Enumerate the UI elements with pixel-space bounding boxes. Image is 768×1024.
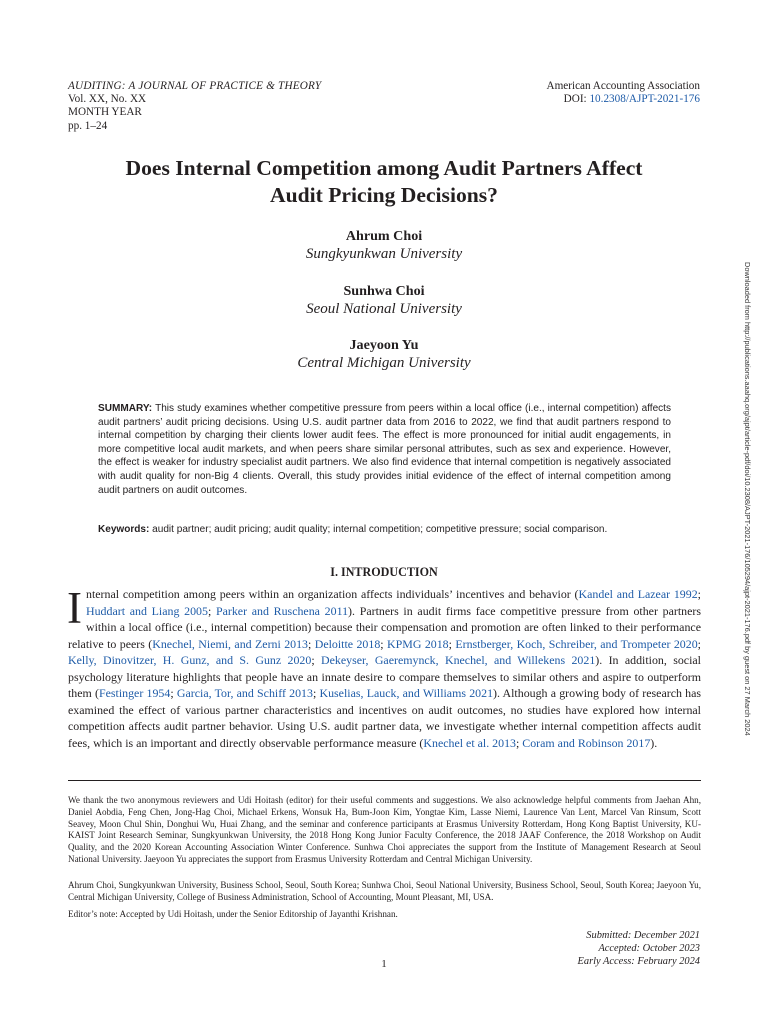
keywords-label: Keywords: [98, 524, 150, 535]
citation-link[interactable]: Kandel and Lazear 1992 [578, 587, 698, 601]
citation-link[interactable]: Kuselias, Lauck, and Williams 2021 [319, 686, 494, 700]
author-3 [60, 336, 708, 373]
citation-link[interactable]: Knechel et al. 2013 [423, 735, 516, 750]
citation-link[interactable]: Deloitte 2018 [314, 636, 381, 651]
page-number: 1 [381, 958, 387, 970]
citation-separator: ; [311, 653, 321, 667]
title-line-2: Audit Pricing Decisions? [270, 183, 498, 207]
citation-link[interactable]: Coram and Robinson 2017 [522, 735, 651, 750]
journal-name: AUDITING: A JOURNAL OF PRACTICE & THEORY [68, 80, 322, 92]
summary-label: SUMMARY: [98, 403, 153, 414]
citation-link[interactable]: KPMG 2018 [387, 636, 449, 651]
page-range: pp. 1–24 [68, 119, 108, 132]
citation-link[interactable]: Parker and Ruschena 2011 [215, 603, 349, 618]
author-affiliation: Central Michigan University [297, 355, 471, 371]
submitted-date: Submitted: December 2021 [586, 930, 700, 941]
publisher-name: American Accounting Association [546, 80, 700, 92]
abstract [98, 402, 671, 497]
summary-text: This study examines whether competitive pressure from peers within a local office (i.e., internal competition) affects audit partners’ audit pricing decisions. Using U.S. audit partner data from 2016 to 2022, we find that audit partners respond to internal competition by charging their clients lower audit fees. The effect is more pronounced for initial audit engagements, in more competitive local audit markets, and when peers share similar personal attributes, such as sex and experience. However, the effect is weaker for industry specialist audit partners. We also find evidence that internal competition is negatively associated with audit quality for non-Big 4 clients. Overall, this study provides initial evidence of the effect of internal competition among audit partners on audit outcomes. [98, 403, 671, 496]
author-name: Jaeyoon Yu [349, 337, 419, 353]
intro-text: ). [650, 735, 658, 750]
citation-separator: ; [697, 636, 701, 651]
intro-text: nternal competition among peers within an organization affects individuals’ incentives and behavior ( [86, 587, 579, 601]
footnote-divider [68, 780, 701, 781]
author-addresses-note: Ahrum Choi, Sungkyunkwan University, Business School, Seoul, South Korea; Sunhwa Choi, Seoul National University, Business School, Seoul, South Korea; Jaeyoon Yu, Central Michigan University, College of Business Administration, School of Accounting, Mount Pleasant, MI, USA. [68, 880, 701, 902]
intro-text: ). In addition, social psychology literature highlights that people have an innate desire to compare themselves to similar others and aspire to outperform them ( [68, 653, 701, 700]
author-affiliation: Sungkyunkwan University [305, 246, 463, 262]
doi-label: DOI: [563, 93, 590, 106]
paper-title [60, 155, 708, 209]
citation-link[interactable]: Ernstberger, Koch, Schreiber, and Trompeter 2020 [455, 636, 698, 651]
citation-separator: ; [380, 636, 388, 651]
citation-link[interactable]: Knechel, Niemi, and Zerni 2013 [152, 636, 309, 651]
keywords [98, 523, 671, 537]
doi-link[interactable]: 10.2308/AJPT-2021-176 [589, 93, 700, 106]
volume-issue: Vol. XX, No. XX [68, 93, 147, 106]
intro-text: ). Partners in audit firms face competitive pressure from other partners within a local office (i.e., internal competition) because their compensation and promotion are often linked to their performance relative to peers ( [68, 603, 701, 651]
citation-separator: ; [312, 686, 320, 700]
drop-cap: I [67, 583, 82, 633]
citation-separator: ; [170, 686, 177, 700]
month-year: MONTH YEAR [68, 106, 142, 119]
citation-link[interactable]: Garcia, Tor, and Schiff 2013 [176, 686, 313, 700]
doi-line [547, 93, 700, 106]
citation-separator: ; [515, 735, 523, 750]
citation-separator: ; [697, 587, 701, 601]
download-watermark: Downloaded from http://publications.aaahq.org/ajpt/article-pdf/doi/10.2308/AJPT-2021-176/105294/ajpt-2021-176.pdf by guest on 27 March 2024 [743, 262, 752, 736]
author-name: Sunhwa Choi [343, 283, 425, 299]
citation-link[interactable]: Dekeyser, Gaeremynck, Knechel, and Willekens 2021 [321, 653, 596, 667]
publisher-header [547, 80, 700, 106]
author-affiliation: Seoul National University [306, 301, 462, 317]
author-name: Ahrum Choi [345, 228, 423, 244]
editor-note: Editor’s note: Accepted by Udi Hoitash, under the Senior Editorship of Jayanthi Krishnan. [68, 909, 398, 919]
section-heading: I. INTRODUCTION [330, 565, 438, 579]
intro-paragraph [67, 583, 702, 751]
accepted-date: Accepted: October 2023 [598, 943, 700, 955]
early-access-date: Early Access: February 2024 [577, 956, 700, 968]
keywords-text: audit partner; audit pricing; audit quality; internal competition; competitive pressure; social comparison. [149, 524, 608, 535]
intro-text: ). Although a growing body of research has examined the effect of various partner characteristics and incentives on audit outcomes, no studies have explored how internal competition affects audit partner behavior. Using U.S. audit partner data, we investigate whether internal competition affects audit fees, which is an important and directly observable performance measure ( [68, 686, 702, 750]
citation-separator: ; [207, 603, 216, 618]
author-1 [60, 227, 708, 264]
author-2 [60, 282, 708, 319]
title-line-1: Does Internal Competition among Audit Partners Affect [125, 156, 643, 180]
citation-separator: ; [448, 636, 456, 651]
citation-separator: ; [308, 636, 315, 651]
citation-link[interactable]: Festinger 1954 [99, 686, 171, 700]
journal-header [68, 80, 321, 133]
citation-link[interactable]: Kelly, Dinovitzer, H. Gunz, and S. Gunz 2020 [68, 653, 312, 667]
citation-link[interactable]: Huddart and Liang 2005 [86, 603, 208, 618]
acknowledgments-note: We thank the two anonymous reviewers and Udi Hoitash (editor) for their useful comments and suggestions. We also acknowledge helpful comments from Jaehan Ahn, Daniel Aobdia, Feng Chen, Jong-Hag Choi, Michael Erkens, Wonsuk Ha, Bum-Joon Kim, Yongtae Kim, Lasse Niemi, Laurence Van Lent, Marcel Van Rinsum, Scott Seavey, Moon Chul Shin, Donghui Wu, Huai Zhang, and the seminar and conference participants at Erasmus University Rotterdam, Hong Kong Baptist University, KU-KAIST Joint Research Seminar, Sungkyunkwan University, the 2018 Hong Kong Junior Faculty Conference, the 2018 JAAF Conference, the 2018 Workshop on Audit Quality, and the 2020 Korean Accounting Association Winter Conference. Sunhwa Choi appreciates the support from the Institute of Management Research at Seoul National University. Jaeyoon Yu appreciates the support from Erasmus University Rotterdam and Central Michigan University. [68, 795, 701, 864]
